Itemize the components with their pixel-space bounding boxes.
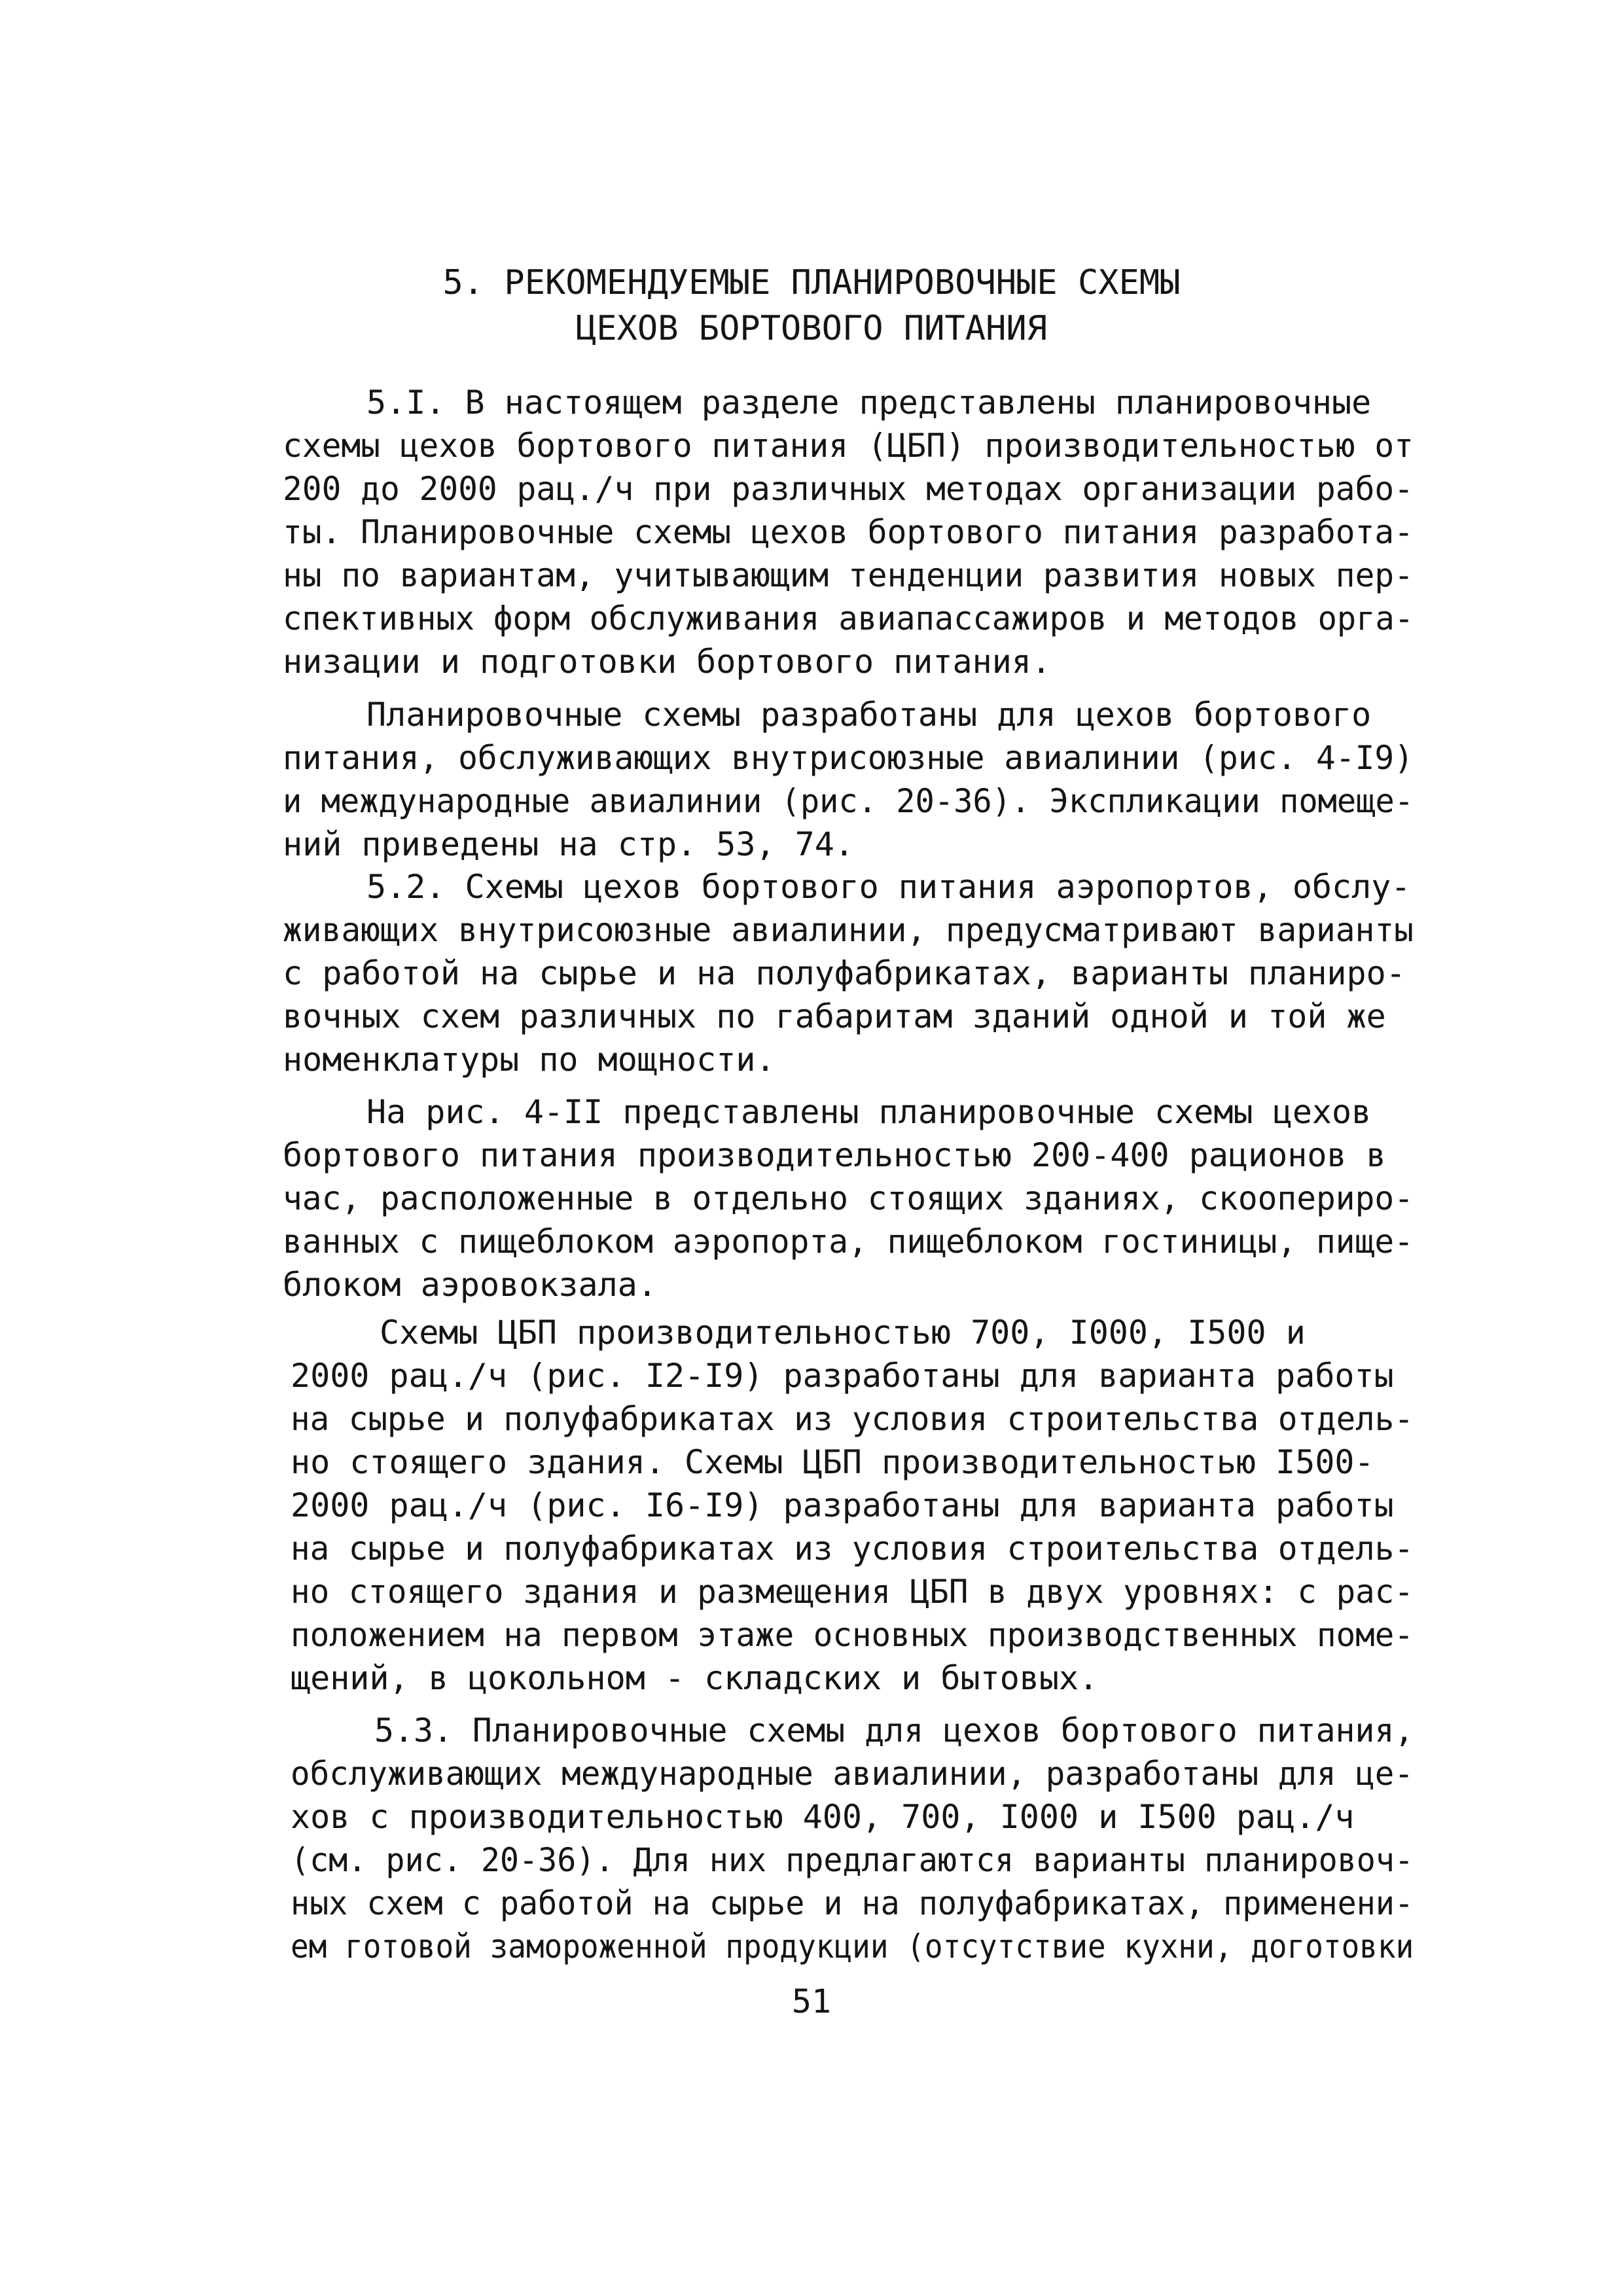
text-line: питания, обслуживающих внутрисоюзные авиалинии (рис. 4-I9) — [283, 739, 1414, 777]
text-line: Планировочные схемы разработаны для цехов бортового — [366, 696, 1372, 734]
text-line: час, расположенные в отдельно стоящих зданиях, скоопериро- — [283, 1179, 1414, 1217]
text-line: схемы цехов бортового питания (ЦБП) производительностью от — [283, 427, 1414, 465]
text-line: бортового питания производительностью 200-400 рационов в — [283, 1136, 1386, 1174]
text-line: но стоящего здания. Схемы ЦБП производительностью I500- — [291, 1443, 1374, 1481]
text-line: ны по вариантам, учитывающим тенденции развития новых пер- — [283, 556, 1414, 594]
text-line: вочных схем различных по габаритам зданий одной и той же — [283, 997, 1386, 1035]
section-heading-line-1: 5. РЕКОМЕНДУЕМЫЕ ПЛАНИРОВОЧНЫЕ СХЕМЫ — [442, 263, 1181, 302]
text-line: ванных с пищеблоком аэропорта, пищеблоком гостиницы, пище- — [283, 1223, 1414, 1261]
text-line: ний приведены на стр. 53, 74. — [283, 825, 854, 863]
text-line: ты. Планировочные схемы цехов бортового питания разработа- — [283, 513, 1414, 551]
text-line: 2000 рац./ч (рис. I6-I9) разработаны для варианта работы — [291, 1486, 1394, 1524]
page-number: 51 — [791, 1982, 832, 2020]
text-line: (см. рис. 20-36). Для них предлагаются варианты планировоч- — [291, 1841, 1414, 1879]
text-line: на сырье и полуфабрикатах из условия строительства отдель- — [291, 1400, 1414, 1438]
text-line: 5.3. Планировочные схемы для цехов бортового питания, — [374, 1712, 1414, 1749]
text-line: низации и подготовки бортового питания. — [283, 643, 1051, 681]
text-line: 5.I. В настоящем разделе представлены планировочные — [366, 384, 1372, 422]
text-line: хов с производительностью 400, 700, I000 и I500 рац./ч — [291, 1798, 1355, 1836]
text-line: щений, в цокольном - складских и бытовых. — [291, 1659, 1099, 1697]
text-line: номенклатуры по мощности. — [283, 1041, 776, 1079]
text-line: 5.2. Схемы цехов бортового питания аэропортов, обслу- — [366, 868, 1411, 906]
text-line: блоком аэровокзала. — [283, 1266, 657, 1304]
text-line: ных схем с работой на сырье и на полуфабрикатах, применени- — [291, 1884, 1414, 1922]
text-line: 200 до 2000 рац./ч при различных методах организации рабо- — [283, 470, 1414, 508]
text-line: обслуживающих международные авиалинии, разработаны для це- — [291, 1755, 1414, 1793]
text-line: с работой на сырье и на полуфабрикатах, варианты планиро- — [283, 954, 1406, 992]
section-heading-line-2: ЦЕХОВ БОРТОВОГО ПИТАНИЯ — [575, 309, 1048, 348]
text-line: ем готовой замороженной продукции (отсутствие кухни, доготовки — [291, 1928, 1414, 1965]
text-line: но стоящего здания и размещения ЦБП в двух уровнях: с рас- — [291, 1573, 1414, 1611]
text-line: На рис. 4-II представлены планировочные схемы цехов — [366, 1093, 1372, 1131]
text-line: и международные авиалинии (рис. 20-36). Экспликации помеще- — [283, 782, 1414, 820]
text-line: 2000 рац./ч (рис. I2-I9) разработаны для варианта работы — [291, 1357, 1394, 1395]
text-line: положением на первом этаже основных производственных поме- — [291, 1616, 1414, 1654]
text-line: спективных форм обслуживания авиапассажиров и методов орга- — [283, 600, 1414, 637]
text-line: Схемы ЦБП производительностью 700, I000, I500 и — [380, 1314, 1306, 1352]
text-line: на сырье и полуфабрикатах из условия строительства отдель- — [291, 1530, 1414, 1568]
text-line: живающих внутрисоюзные авиалинии, предусматривают варианты — [283, 911, 1414, 949]
